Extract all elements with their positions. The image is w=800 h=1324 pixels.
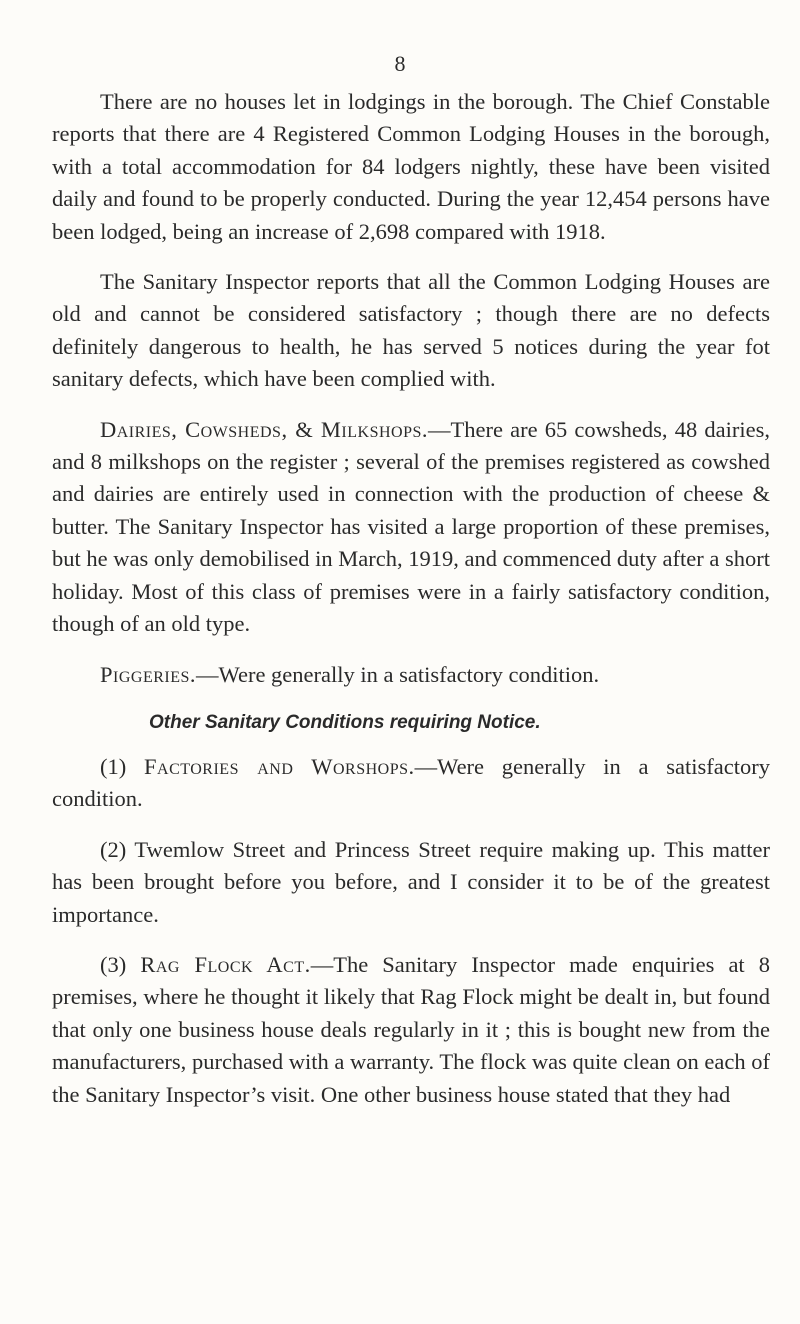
section-item-3 xyxy=(52,949,770,1111)
piggeries-paragraph xyxy=(52,659,770,691)
item-2-number: (2) xyxy=(100,836,127,862)
item-3-number: (3) xyxy=(100,951,127,977)
item-1-number: (1) xyxy=(100,753,127,779)
item-3-body: —The Sanitary Inspector made enquiries at 8 premises, where he thought it likely that Rag Flock might be dealt in, but found that only one business house deals regularly in it ; this is bought new from the manufacturers, purchased with a warranty. The flock was quite clean on each of the Sanitary Inspector’s visit. One other business house stated that they had xyxy=(52,951,771,1107)
item-3-heading: Rag Flock Act. xyxy=(140,951,311,977)
dairies-heading: Dairies, Cowsheds, & Milkshops. xyxy=(100,416,428,442)
item-2-body: Twemlow Street and Princess Street require making up. This matter has been brought before you before, and I consider it to be of the greatest importance. xyxy=(52,836,771,927)
inspector-report-paragraph: The Sanitary Inspector reports that all the Common Lodging Houses are old and cannot be considered satisfactory ; though there are no defects definitely dangerous to health, he has served 5 notices during the year fot sanitary defects, which have been complied with. xyxy=(52,269,770,392)
page-number: 8 xyxy=(394,51,406,76)
piggeries-body: —Were generally in a satisfactory condition. xyxy=(196,661,600,687)
piggeries-heading: Piggeries. xyxy=(100,661,197,687)
item-1-body: —Were generally in a satisfactory condition. xyxy=(52,753,770,812)
dairies-body: —There are 65 cowsheds, 48 dairies, and 8 milkshops on the register ; several of the premises registered as cowshed and dairies are entirely used in connection with the production of cheese & butter. The Sanitary Inspector has visited a large proportion of these premises, but he was only demobilised in March, 1919, and commenced duty after a short holiday. Most of this class of premises were in a fairly satisfactory condition, though of an old type. xyxy=(52,416,770,637)
item-1-heading: Factories and Worshops. xyxy=(144,753,415,779)
lodgings-paragraph: There are no houses let in lodgings in the borough. The Chief Constable reports that there are 4 Registered Common Lodging Houses in the borough, with a total accommodation for 84 lodgers nightly, these have been visited daily and found to be properly conducted. During the year 12,454 persons have been lodged, being an increase of 2,698 compared with 1918. xyxy=(52,89,770,244)
body-text xyxy=(52,86,770,1129)
section-item-1 xyxy=(52,751,770,816)
section-item-2 xyxy=(52,834,770,931)
dairies-paragraph xyxy=(52,414,770,641)
section-heading: Other Sanitary Conditions requiring Notice. xyxy=(149,711,541,733)
